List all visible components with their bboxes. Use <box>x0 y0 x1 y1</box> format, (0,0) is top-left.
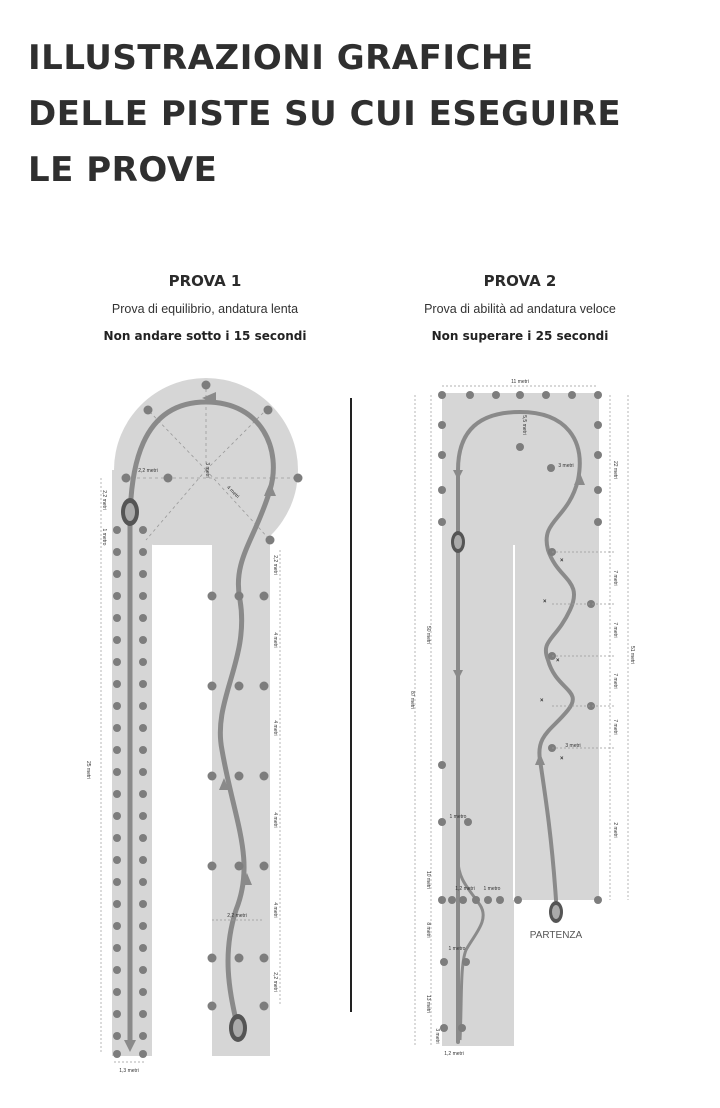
prova2-label-inner-top: 5,5 metri <box>521 415 527 435</box>
prova2-label-l-87: 87 metri <box>409 690 415 710</box>
prova1-label-r2: 4 metri <box>272 632 278 648</box>
motorcycle-icon <box>121 498 139 526</box>
motorcycle-icon <box>229 1014 247 1042</box>
prova2-label-l-13: 13 metri <box>425 994 431 1014</box>
prova2-title: PROVA 2 <box>483 272 557 290</box>
page-title-line-1: ILLUSTRAZIONI GRAFICHE <box>28 38 534 78</box>
prova2-label-r-top: 22 metri <box>612 460 618 480</box>
prova1-label-r1: 2,2 metri <box>272 555 278 575</box>
prova2-label-r-7a: 7 metri <box>612 570 618 586</box>
prova1-label-r6: 2,2 metri <box>272 972 278 992</box>
prova2-label-inner-3m-bottom: 3 metri <box>565 743 581 749</box>
prova2-label-r-7b: 7 metri <box>612 622 618 638</box>
prova2-diagram <box>409 379 635 1057</box>
prova1-label-mid-width: 2,2 metri <box>227 913 247 919</box>
prova2-label-l-50: 50 metri <box>425 625 431 645</box>
prova1-label-circle-width: 2,2 metri <box>138 468 158 474</box>
prova2-label-one-metro-c: 1 metro <box>448 946 466 952</box>
prova2-start-label: PARTENZA <box>529 930 583 941</box>
prova1-label-diag-b: 4 metri <box>225 484 241 500</box>
prova2-label-one-two: 1,2 metri <box>455 886 475 892</box>
prova2-label-l-10: 10 metri <box>425 870 431 890</box>
prova2-subtitle: Prova di abilità ad andatura veloce <box>424 302 616 316</box>
prova1-label-left-top: 2,2 metri <box>101 490 107 510</box>
page-title-line-2: DELLE PISTE SU CUI ESEGUIRE <box>28 94 622 134</box>
prova2-label-top-width: 11 metri <box>511 379 529 385</box>
prova2-label-l-3: 3 metri <box>434 1028 440 1044</box>
prova2-label-r-51: 51 metri <box>629 645 635 665</box>
svg-text:×: × <box>540 698 544 704</box>
prova1-gap <box>152 545 212 1056</box>
prova1-label-r5: 4 metri <box>272 902 278 918</box>
prova2-label-r-7d: 7 metri <box>612 719 618 735</box>
prova1-title: PROVA 1 <box>168 272 242 290</box>
svg-text:×: × <box>556 658 560 664</box>
motorcycle-icon <box>451 531 465 553</box>
prova2-label-r-2: 2 metri <box>612 822 618 838</box>
prova1-subtitle: Prova di equilibrio, andatura lenta <box>111 302 299 316</box>
prova2-label-inner-3m-top: 3 metri <box>558 463 574 469</box>
page-title-line-3: LE PROVE <box>28 150 218 190</box>
prova1-label-left-total: 25 metri <box>85 760 91 780</box>
prova1-diagram <box>85 378 303 1074</box>
prova2-label-bottom: 1,2 metri <box>444 1051 464 1057</box>
svg-text:×: × <box>543 599 547 605</box>
motorcycle-icon <box>549 901 563 923</box>
prova1-label-r4: 4 metri <box>272 812 278 828</box>
prova2-start-lane <box>442 900 514 1046</box>
svg-text:×: × <box>560 756 564 762</box>
prova1-label-r3: 4 metri <box>272 720 278 736</box>
prova1-label-bottom-width: 1,3 metri <box>119 1068 139 1074</box>
svg-text:×: × <box>560 558 564 564</box>
prova1-rule: Non andare sotto i 15 secondi <box>103 329 307 343</box>
prova2-label-l-8: 8 metri <box>425 922 431 938</box>
prova1-label-diag-a: 3 metri <box>204 462 210 478</box>
prova2-label-one-metro-a: 1 metro <box>449 814 467 820</box>
prova1-label-left-1m: 1 metro <box>101 528 107 546</box>
prova2-rule: Non superare i 25 secondi <box>431 329 609 343</box>
prova2-label-r-7c: 7 metri <box>612 673 618 689</box>
prova2-label-one-metro-b: 1 metro <box>483 886 501 892</box>
